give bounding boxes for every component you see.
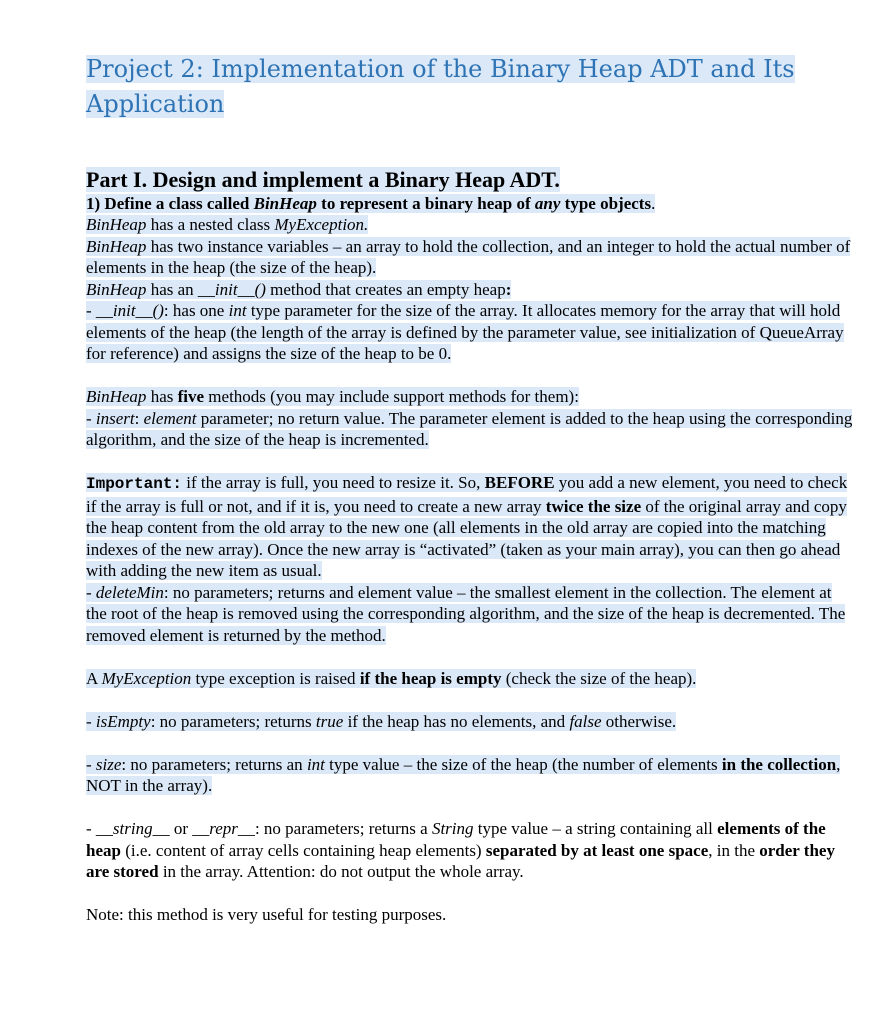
important-paragraph: Important: if the array is full, you need to resize it. So, BEFORE you add a new element, you need to check if the array is full or not, and if it is, you need to create a new array twice the size of the original array and copy the heap content from the old array to the new one (all elements in the old array are copied into the matching indexes of the new array). Once the new array is “activated” (taken as your main array), you can then go ahead with adding the new item as usual. [86, 473, 848, 580]
define-class-instruction: 1) Define a class called BinHeap to represent a binary heap of any type objects. [86, 194, 656, 213]
exception-paragraph: A MyException type exception is raised if the heap is empty (check the size of the heap). [86, 668, 697, 688]
page-title [86, 52, 856, 122]
init-description-paragraph: - __init__(): has one int type parameter for the size of the array. It allocates memory for the array that will hold elements of the heap (the length of the array is defined by the parameter value, see initialization of QueueArray for reference) and assigns the size of the heap to be 0. [86, 301, 844, 363]
instance-variables-paragraph: BinHeap has two instance variables – an array to hold the collection, and an integer to hold the actual number of elements in the heap (the size of the heap). [86, 236, 851, 277]
title-line-1: Project 2: Implementation of the Binary Heap ADT and Its [86, 55, 795, 83]
part1-heading: Part I. Design and implement a Binary Heap ADT. [86, 167, 560, 192]
important-label: Important: [86, 475, 183, 493]
title-line-2: Application [86, 90, 225, 118]
isempty-paragraph: - isEmpty: no parameters; returns true if the heap has no elements, and false otherwise. [86, 711, 677, 731]
document-page [86, 52, 856, 926]
five-methods-paragraph: BinHeap has five methods (you may include support methods for them): [86, 387, 579, 406]
insert-method-paragraph: - insert: element parameter; no return value. The parameter element is added to the heap using the corresponding algorithm, and the size of the heap is incremented. [86, 408, 853, 449]
string-method-paragraph: - __string__ or __repr__: no parameters; returns a String type value – a string containing all elements of the heap (i.e. content of array cells containing heap elements) separated by at least one space, in the order they are stored in the array. Attention: do not output the whole array. [86, 819, 835, 881]
nested-class-paragraph: BinHeap has a nested class MyException. [86, 215, 369, 234]
init-method-paragraph: BinHeap has an __init__() method that creates an empty heap: [86, 279, 512, 299]
deletemin-paragraph: - deleteMin: no parameters; returns and element value – the smallest element in the collection. The element at the root of the heap is removed using the corresponding algorithm, and the size of the heap is decremented. The removed element is returned by the method. [86, 582, 846, 645]
note-paragraph: Note: this method is very useful for testing purposes. [86, 905, 447, 924]
size-paragraph: - size: no parameters; returns an int type value – the size of the heap (the number of elements in the collection, NOT in the array). [86, 754, 841, 795]
